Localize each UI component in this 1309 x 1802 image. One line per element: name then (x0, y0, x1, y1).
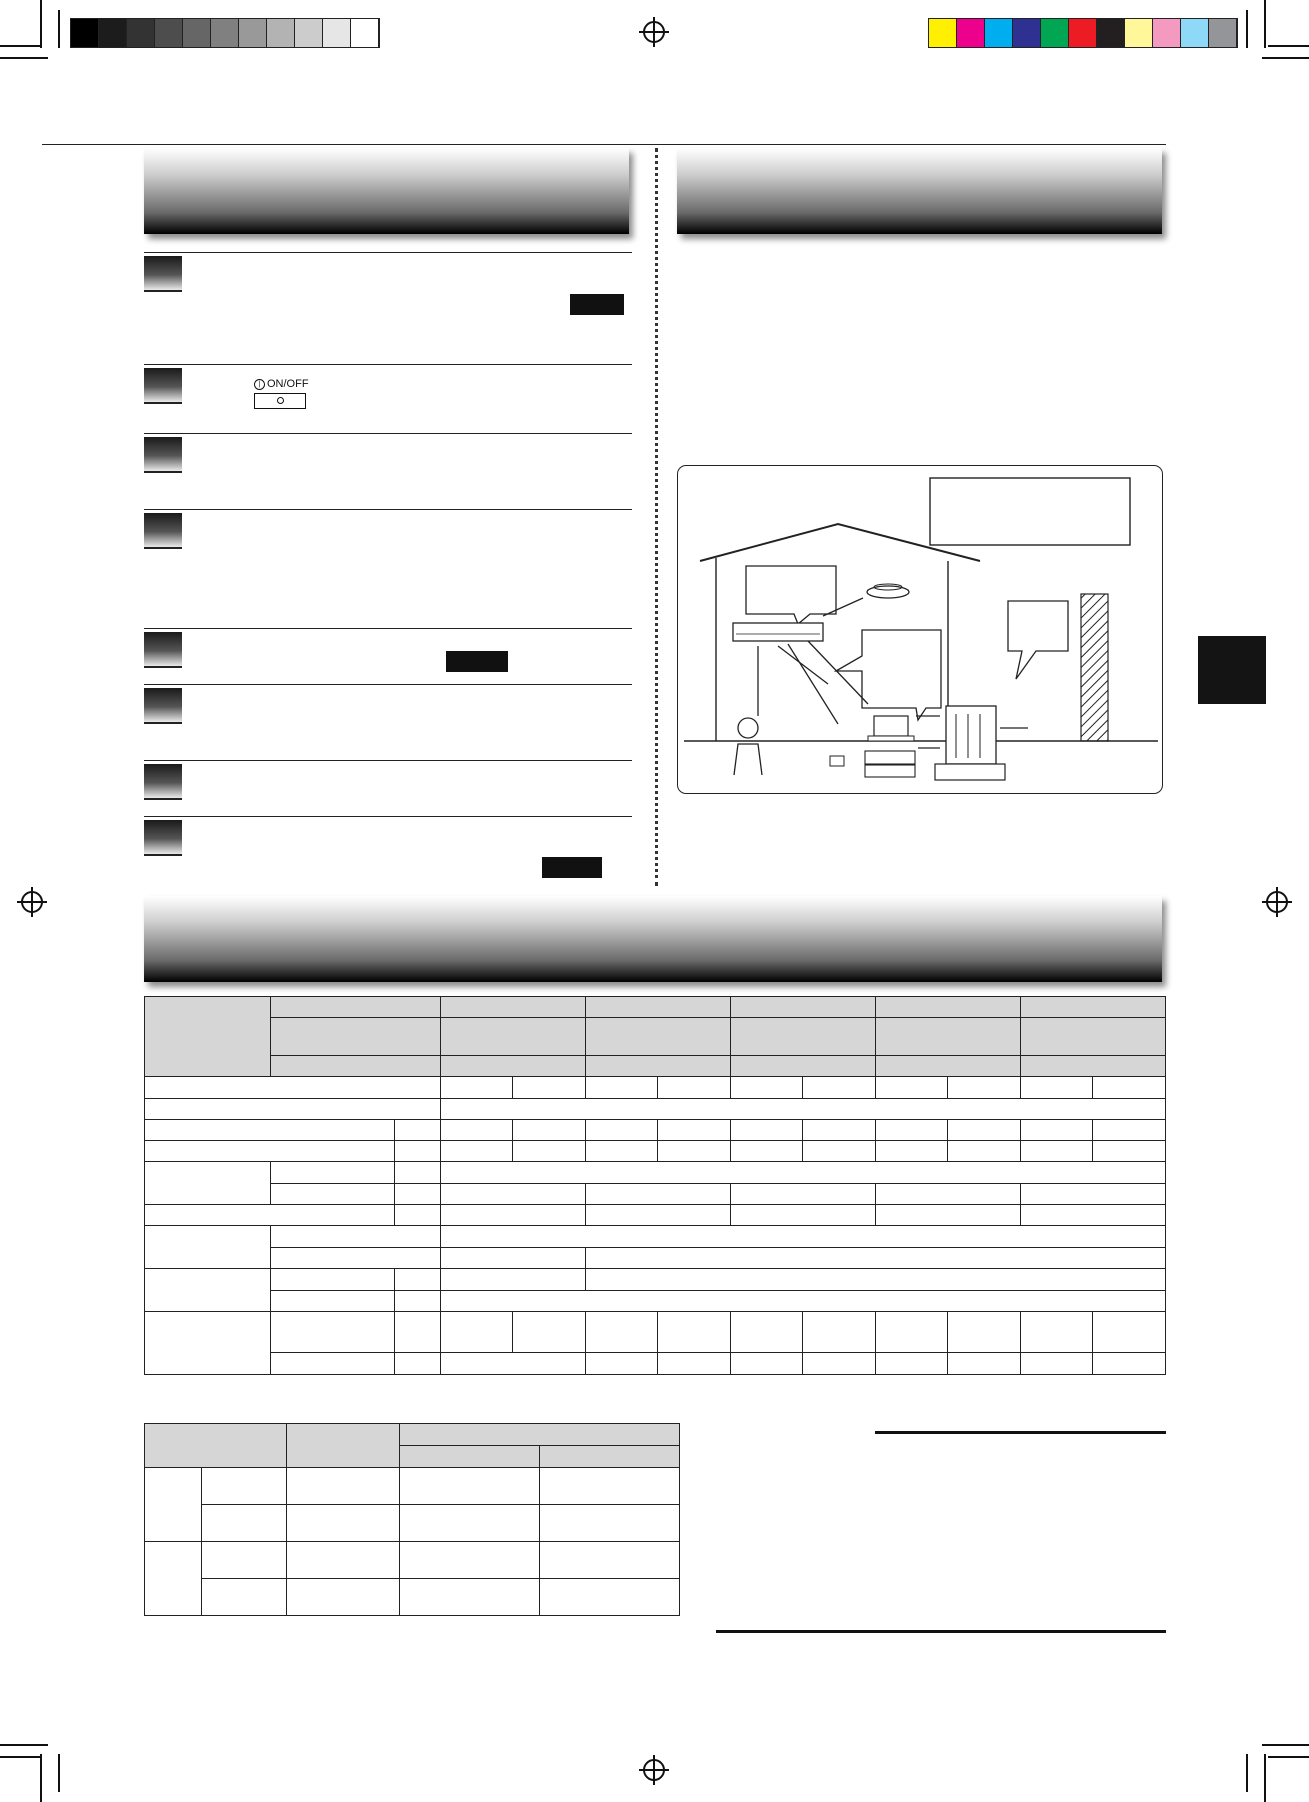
table-row (145, 1579, 680, 1616)
table-header-cell (540, 1446, 680, 1468)
step-3 (144, 433, 632, 504)
table-row (145, 1542, 680, 1579)
table-row (145, 1099, 1166, 1120)
color-swatch (99, 19, 127, 47)
color-swatch (1125, 19, 1153, 47)
table-row (145, 1162, 1166, 1184)
table-header-cell (1021, 1018, 1166, 1056)
table-header-cell (876, 997, 1021, 1018)
step-5 (144, 628, 632, 679)
process-color-bar (928, 18, 1238, 48)
table-header-cell (441, 997, 586, 1018)
crop-mark (1268, 45, 1309, 47)
step-1 (144, 252, 632, 353)
table-header-cell (586, 1056, 731, 1077)
table-row (145, 1505, 680, 1542)
table-row (145, 1269, 1166, 1291)
crop-mark (1268, 1756, 1309, 1758)
color-swatch (71, 19, 99, 47)
interference-illustration (677, 465, 1163, 794)
chapter-tab (1198, 636, 1266, 704)
step-6 (144, 684, 632, 755)
button-label-block (542, 857, 602, 878)
table-row (145, 1312, 1166, 1353)
table-header-cell (271, 1018, 441, 1056)
color-swatch (1041, 19, 1069, 47)
crop-mark (1262, 1744, 1309, 1746)
operating-range-table (144, 1423, 680, 1616)
table-header-cell (731, 1018, 876, 1056)
step-number-box (144, 437, 182, 473)
step-8 (144, 816, 632, 877)
power-icon: | (254, 379, 265, 390)
color-swatch (155, 19, 183, 47)
table-header-cell (145, 997, 271, 1077)
table-header-cell (876, 1056, 1021, 1077)
table-header-cell (586, 1018, 731, 1056)
color-swatch (1153, 19, 1181, 47)
crop-mark (1246, 1754, 1248, 1792)
crop-mark (58, 1754, 60, 1792)
note-rule (716, 1630, 1166, 1633)
table-header-cell (586, 997, 731, 1018)
left-section-banner (144, 148, 629, 234)
table-row (145, 1291, 1166, 1312)
color-swatch (957, 19, 985, 47)
step-7 (144, 760, 632, 811)
color-swatch (351, 19, 379, 47)
color-swatch (985, 19, 1013, 47)
crop-mark (0, 1744, 48, 1746)
onoff-button-illustration (254, 378, 309, 409)
onoff-label: ON/OFF (267, 378, 309, 390)
color-swatch (211, 19, 239, 47)
color-swatch (1013, 19, 1041, 47)
table-header-cell (441, 1056, 586, 1077)
step-number-box (144, 256, 182, 292)
registration-mark (643, 1759, 665, 1781)
crop-mark (1264, 0, 1266, 48)
color-swatch (1209, 19, 1237, 47)
table-header-cell (271, 997, 441, 1018)
table-header-cell (731, 1056, 876, 1077)
table-row (145, 1141, 1166, 1162)
note-rule (875, 1431, 1166, 1434)
column-divider (655, 148, 658, 886)
table-header-cell (287, 1424, 400, 1468)
crop-mark (1246, 10, 1248, 48)
step-number-box (144, 368, 182, 404)
table-row (145, 1468, 680, 1505)
step-number-box (144, 820, 182, 856)
table-header-cell (400, 1446, 540, 1468)
house-diagram (678, 466, 1164, 795)
crop-mark (1264, 1754, 1266, 1802)
table-row (145, 1120, 1166, 1141)
step-number-box (144, 513, 182, 549)
crop-mark (0, 57, 48, 59)
step-number-box (144, 764, 182, 800)
color-swatch (323, 19, 351, 47)
table-row (145, 1184, 1166, 1205)
table-header-cell (271, 1056, 441, 1077)
crop-mark (0, 45, 40, 47)
table-header-cell (1021, 1056, 1166, 1077)
table-header-cell (145, 1424, 287, 1468)
registration-mark (643, 21, 665, 43)
color-swatch (295, 19, 323, 47)
registration-mark (21, 891, 43, 913)
color-swatch (929, 19, 957, 47)
table-header-cell (731, 997, 876, 1018)
color-swatch (183, 19, 211, 47)
specifications-table (144, 996, 1166, 1375)
grayscale-color-bar (70, 18, 380, 48)
crop-mark (58, 10, 60, 48)
step-number-box (144, 688, 182, 724)
specifications-banner (144, 896, 1162, 982)
button-label-block (446, 651, 508, 672)
table-row (145, 1205, 1166, 1226)
table-header-cell (400, 1424, 680, 1446)
header-rule (42, 144, 1166, 145)
color-swatch (1097, 19, 1125, 47)
button-label-block (570, 294, 624, 315)
table-header-cell (1021, 997, 1166, 1018)
right-section-banner (677, 148, 1162, 234)
crop-mark (1262, 57, 1309, 59)
table-row (145, 1077, 1166, 1099)
registration-mark (1266, 891, 1288, 913)
crop-mark (40, 1754, 42, 1802)
color-swatch (1069, 19, 1097, 47)
table-header-cell (441, 1018, 586, 1056)
color-swatch (239, 19, 267, 47)
onoff-button (254, 393, 306, 409)
table-header-cell (876, 1018, 1021, 1056)
color-swatch (267, 19, 295, 47)
step-4 (144, 509, 632, 620)
crop-mark (0, 1756, 40, 1758)
color-swatch (1181, 19, 1209, 47)
color-swatch (127, 19, 155, 47)
crop-mark (40, 0, 42, 48)
table-row (145, 1353, 1166, 1375)
table-row (145, 1248, 1166, 1269)
step-2 (144, 364, 632, 425)
table-row (145, 1226, 1166, 1248)
step-number-box (144, 632, 182, 668)
